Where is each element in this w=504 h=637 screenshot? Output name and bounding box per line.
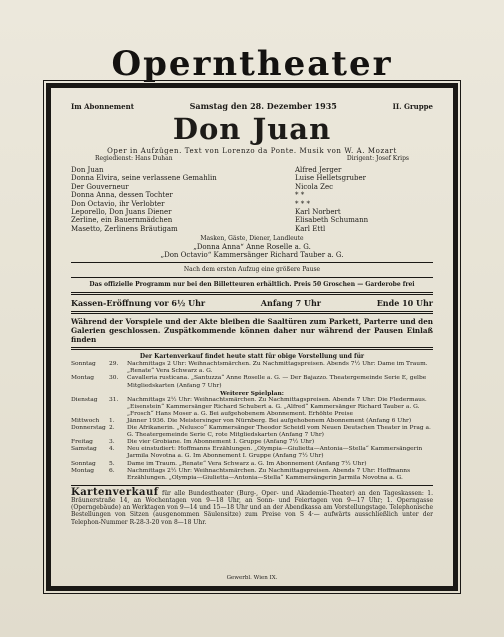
kassa-opening: Kassen-Eröffnung vor 6½ Uhr (71, 298, 206, 309)
dirigent-label: Dirigent: Josef Krips (346, 155, 409, 162)
schedule-text: Nachmittags 2½ Uhr: Weihnachtsmärchen. Zu Nachmittagspreisen. Abends 7 Uhr: Hoffmanns Erzählungen. „Olympia—Giulietta—Antonia—Stella“ Kammersängerin Jarmila Novotna a. G. (127, 467, 411, 481)
schedule-text: Neu einstudiert: Hoffmanns Erzählungen. „Olympia—Giulietta—Antonia—Stella“ Kammersängerin Jarmila Novotna a. G. Im Abonnement I. Gruppe (Anfang 7½ Uhr) (127, 446, 423, 460)
schedule-entry (71, 361, 433, 375)
cast-row (71, 225, 433, 233)
schedule-text: Die vier Grobiane. Im Abonnement I. Gruppe (Anfang 7½ Uhr) (127, 439, 315, 446)
schedule-date: 6. (109, 467, 115, 474)
playbill-frame (46, 83, 458, 591)
cast-row (71, 191, 433, 199)
end-time: Ende 10 Uhr (376, 298, 433, 309)
performance-date: Samstag den 28. Dezember 1935 (189, 101, 337, 111)
start-time: Anfang 7 Uhr (260, 298, 321, 309)
schedule-date: 29. (109, 361, 119, 368)
schedule-day: Donnerstag (71, 425, 106, 432)
cast-row (71, 208, 433, 216)
divider (71, 311, 433, 314)
schedule-day: Sonntag (71, 460, 96, 467)
cast-singer: Elisabeth Schumann (295, 216, 369, 225)
schedule-date: 31. (109, 396, 119, 403)
divider (71, 485, 433, 486)
kasse-label: Kartenverkauf (71, 486, 159, 498)
schedule-text: Dame im Traum. „Renate“ Vera Schwarz a. G. Im Abonnement (Anfang 7½ Uhr) (127, 460, 367, 467)
schedule-entry (71, 397, 433, 418)
cast-singer: Alfred Jerger (295, 166, 342, 174)
schedule-date: 2. (109, 425, 115, 432)
kasse-text: für alle Bundestheater (Burg-, Oper- und Akademie-Theater) an den Tageskassen: 1. Bräunerstraße 14, an Wochentagen von 9—18 Uhr, an Sonn- und Feiertagen von 9—17 Uhr; 1. Operngasse (Operngebäude) an Werktagen von 9—14 und 15—18 Uhr und an der Abendkassa am Vorstellungstage. Telephonische Bestellungen von Sitzen (ausgenommen Säulensitze) zum Preise von S 4·— aufwärts ausschließlich unter der Telephon-Nummer R-28-3-20 von 8—18 Uhr. (71, 489, 433, 526)
cast-singer: Karl Norbert (295, 208, 341, 217)
divider (71, 347, 433, 350)
cast-row (71, 216, 433, 224)
cast-role: Donna Elvira, seine verlassene Gemahlin (71, 174, 217, 183)
cast-singer: Luise Helletsgruber (295, 174, 366, 183)
abonnement-label: Im Abonnement (71, 102, 134, 111)
pause-note: Nach dem ersten Aufzug eine größere Pause (183, 266, 321, 274)
schedule-day: Sonntag (71, 361, 96, 368)
schedule-date: 5. (109, 460, 115, 467)
cast-singer: Karl Ettl (295, 224, 326, 233)
cast-row (71, 166, 433, 174)
schedule-day: Mittwoch (71, 418, 100, 424)
gruppe-label: II. Gruppe (392, 102, 433, 111)
schedule-entry (71, 390, 433, 397)
kartenverkauf-heading: Der Kartenverkauf findet heute statt für obige Vorstellung und für (139, 353, 365, 361)
cast-role: Don Octavio, ihr Verlobter (71, 199, 165, 208)
cast-row (71, 174, 433, 182)
schedule-entry (71, 425, 433, 439)
schedule-day: Montag (71, 375, 95, 382)
divider (71, 292, 433, 295)
schedule-date: 4. (109, 446, 115, 453)
schedule-text: Cavalleria rusticana. „Santuzza“ Anne Roselle a. G. — Der Bajazzo. Theatergemeinde Serie E, gelbe Mitgliedskarten (Anfang 7 Uhr) (127, 375, 427, 389)
cast-role: Leporello, Don Juans Diener (71, 208, 172, 217)
schedule-subheading: Weiterer Spielplan: (220, 389, 284, 397)
schedule-text: Jänner 1936. Die Meistersinger von Nürnberg. Bei aufgehobenem Abonnement (Anfang 6 Uhr) (127, 418, 412, 424)
divider (71, 277, 433, 278)
ticket-sales-info (71, 486, 433, 526)
extras-line: Masken, Gäste, Diener, Landleute (200, 235, 304, 243)
guest-anna: „Donna Anna“ Anne Roselle a. G. (193, 243, 311, 252)
schedule-entry (71, 468, 433, 482)
schedule-list (71, 361, 433, 482)
cast-list (71, 166, 433, 233)
divider (71, 262, 433, 263)
performance-header (71, 102, 433, 111)
cast-singer: * * (295, 191, 305, 200)
guest-octavio: „Don Octavio“ Kammersänger Richard Tauber a. G. (160, 251, 344, 260)
cast-row (71, 200, 433, 208)
opera-title: Don Juan (172, 112, 332, 146)
printer-imprint: Gewerbl. Wien IX. (226, 575, 278, 581)
schedule-date: 1. (109, 418, 115, 424)
late-arrival-notice: Während der Vorspiele und der Akte bleiben die Saaltüren zum Parkett, Parterre und den Galerien geschlossen. Zuspätkommende können daher nur während der Pausen Einlaß finden (71, 317, 433, 345)
cast-role: Donna Anna, dessen Tochter (71, 191, 173, 200)
schedule-text: Nachmittags 2½ Uhr: Weihnachtsmärchen. Zu Nachmittagspreisen. Abends 7 Uhr: Die Fledermaus. „Eisenstein“ Kammersänger Richard Schubert a. G. „Alfred“ Kammersänger Richard Tauber a. G. „Frosch“ Hans Moser a. G. Bei aufgehobenem Abonnement. Erhöhte Preise (127, 396, 427, 417)
cast-role: Der Gouverneur (71, 182, 129, 191)
cast-role: Zerline, ein Bauernmädchen (71, 216, 173, 225)
playbill-content (71, 101, 433, 581)
cast-singer: * * * (295, 199, 310, 208)
schedule-day: Freitag (71, 439, 93, 446)
schedule-day: Dienstag (71, 396, 98, 403)
cast-row (71, 183, 433, 191)
schedule-text: Die Afrikanerin. „Nelusco“ Kammersänger Theodor Scheidl vom Neuen Deutschen Theater in Prag a. G. Theatergemeinde Serie C, rote Mitgliedskarten (Anfang 7 Uhr) (127, 425, 431, 439)
cast-role: Don Juan (71, 166, 104, 174)
libretto-line: Oper in Aufzügen. Text von Lorenzo da Ponte. Musik von W. A. Mozart (107, 147, 397, 155)
cast-singer: Nicola Zec (295, 182, 334, 191)
cast-role: Masetto, Zerlinens Bräutigam (71, 224, 178, 233)
schedule-entry (71, 446, 433, 460)
schedule-entry (71, 461, 433, 468)
schedule-day: Samstag (71, 446, 97, 453)
times-line (71, 298, 433, 308)
schedule-date: 3. (109, 439, 115, 446)
staff-line (71, 155, 433, 163)
schedule-entry (71, 375, 433, 389)
programm-note: Das offizielle Programm nur bei den Billetteuren erhältlich. Preis 50 Groschen — Garderobe frei (89, 281, 415, 289)
schedule-day: Montag (71, 467, 95, 474)
theater-heading: Operntheater (111, 44, 393, 84)
regie-label: Regiedienst: Hans Duhan (95, 155, 173, 162)
schedule-date: 30. (109, 375, 119, 382)
schedule-text: Nachmittags 2 Uhr: Weihnachtsmärchen. Zu Nachmittagspreisen. Abends 7½ Uhr: Dame im Traum. „Renate“ Vera Schwarz a. G. (127, 361, 428, 375)
